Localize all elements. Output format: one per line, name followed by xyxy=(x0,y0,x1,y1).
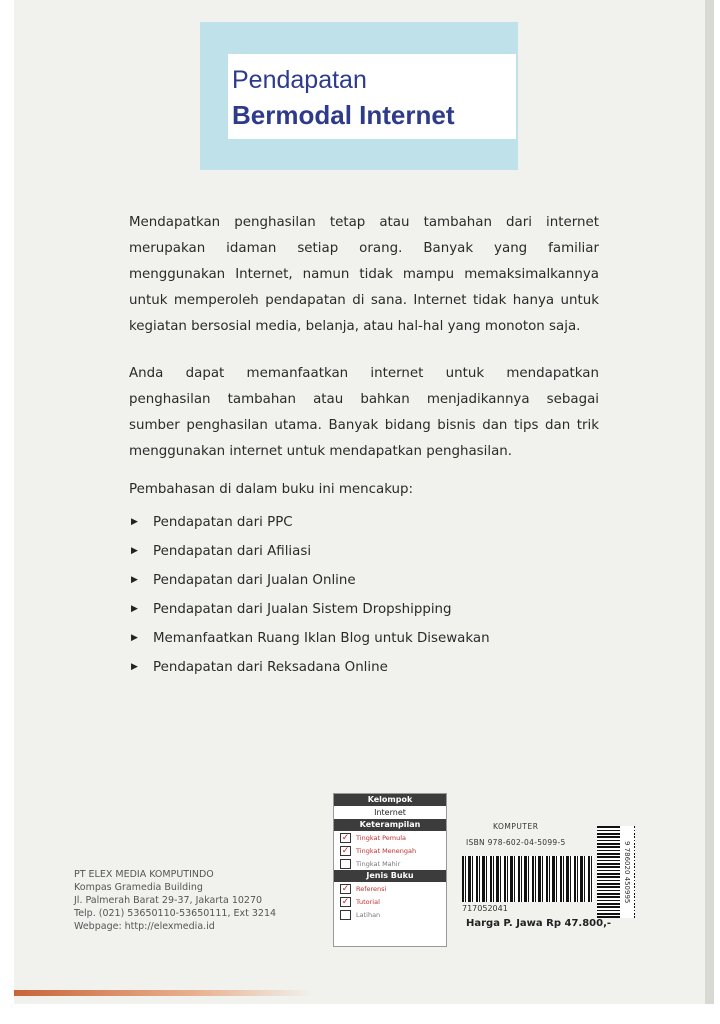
paragraph-line: Anda dapat memanfaatkan internet untuk mendapatkan xyxy=(129,366,599,381)
isbn-barcode-number: 9 786020 450995 xyxy=(620,826,634,918)
type-label: Referensi xyxy=(356,884,387,893)
list-item-text: Pendapatan dari Afiliasi xyxy=(153,544,312,559)
type-label: Latihan xyxy=(356,910,381,919)
publisher-address: Jl. Palmerah Barat 29-37, Jakarta 10270 xyxy=(74,895,263,906)
level-row xyxy=(334,844,446,857)
kelompok-header: Kelompok xyxy=(334,794,446,806)
bullet-arrow-icon: ▶ xyxy=(131,633,138,643)
barcode-number: 717052041 xyxy=(462,904,508,913)
publisher-webpage: Webpage: http://elexmedia.id xyxy=(74,921,215,932)
book-category: KOMPUTER xyxy=(493,822,539,831)
paragraph-line: penghasilan tambahan atau bahkan menjadikannya sebagai xyxy=(129,392,599,407)
title-line-2: Bermodal Internet xyxy=(232,100,455,130)
paragraph-line: sumber penghasilan utama. Banyak bidang bisnis dan tips dan trik xyxy=(129,418,599,433)
bullet-arrow-icon: ▶ xyxy=(131,546,138,556)
description-paragraph-1 xyxy=(129,210,599,340)
paragraph-line: menggunakan internet untuk mendapatkan penghasilan. xyxy=(129,444,513,459)
list-item-text: Pendapatan dari Reksadana Online xyxy=(153,660,388,675)
classification-box xyxy=(333,793,447,947)
paragraph-line: merupakan idaman setiap orang. Banyak yang familiar xyxy=(129,241,599,256)
list-item xyxy=(129,566,490,595)
type-row xyxy=(334,895,446,908)
list-item-text: Memanfaatkan Ruang Iklan Blog untuk Disewakan xyxy=(153,631,490,646)
title-line-1: Pendapatan xyxy=(232,66,367,94)
level-label: Tingkat Menengah xyxy=(356,846,417,855)
list-item xyxy=(129,595,490,624)
jenis-buku-header: Jenis Buku xyxy=(334,870,446,882)
paragraph-line: untuk memperoleh pendapatan di sana. Internet tidak hanya untuk xyxy=(129,293,599,308)
cover-bottom-stripe xyxy=(14,990,314,996)
publisher-name: PT ELEX MEDIA KOMPUTINDO xyxy=(74,869,214,880)
list-intro: Pembahasan di dalam buku ini mencakup: xyxy=(129,482,414,497)
publisher-phone: Telp. (021) 53650110-53650111, Ext 3214 xyxy=(74,908,277,919)
keterampilan-header: Keterampilan xyxy=(334,819,446,831)
publisher-info xyxy=(74,868,276,933)
level-row xyxy=(334,857,446,870)
level-label: Tingkat Pemula xyxy=(356,833,406,842)
bullet-arrow-icon: ▶ xyxy=(131,604,138,614)
bullet-arrow-icon: ▶ xyxy=(131,662,138,672)
checkbox-checked-icon: ✓ xyxy=(341,896,350,907)
list-item xyxy=(129,508,490,537)
type-label: Tutorial xyxy=(356,897,380,906)
cover-edge xyxy=(705,0,714,1004)
kelompok-value: Internet xyxy=(374,808,406,817)
bullet-arrow-icon: ▶ xyxy=(131,575,138,585)
list-item xyxy=(129,624,490,653)
checkbox-empty-icon xyxy=(340,910,351,920)
type-row xyxy=(334,882,446,895)
checkbox-checked-icon: ✓ xyxy=(341,832,350,843)
list-item-text: Pendapatan dari PPC xyxy=(153,515,293,530)
checkbox-checked-icon: ✓ xyxy=(341,845,350,856)
type-row xyxy=(334,908,446,921)
level-row xyxy=(334,831,446,844)
checkbox-empty-icon xyxy=(340,859,351,869)
list-item xyxy=(129,653,490,682)
publisher-building: Kompas Gramedia Building xyxy=(74,882,203,893)
bullet-arrow-icon: ▶ xyxy=(131,517,138,527)
topics-list xyxy=(129,508,490,682)
level-label: Tingkat Mahir xyxy=(356,859,401,868)
paragraph-line: menggunakan Internet, namun tidak mampu memaksimalkannya xyxy=(129,267,599,282)
paragraph-line: Mendapatkan penghasilan tetap atau tambahan dari internet xyxy=(129,215,599,230)
list-item-text: Pendapatan dari Jualan Online xyxy=(153,573,356,588)
price-label: Harga P. Jawa Rp 47.800,- xyxy=(466,918,612,929)
checkbox-checked-icon: ✓ xyxy=(341,883,350,894)
isbn-number: ISBN 978-602-04-5099-5 xyxy=(466,838,566,847)
barcode xyxy=(462,856,594,902)
list-item xyxy=(129,537,490,566)
description-paragraph-2 xyxy=(129,361,599,465)
list-item-text: Pendapatan dari Jualan Sistem Dropshipping xyxy=(153,602,452,617)
paragraph-line: kegiatan bersosial media, belanja, atau hal-hal yang monoton saja. xyxy=(129,319,581,334)
